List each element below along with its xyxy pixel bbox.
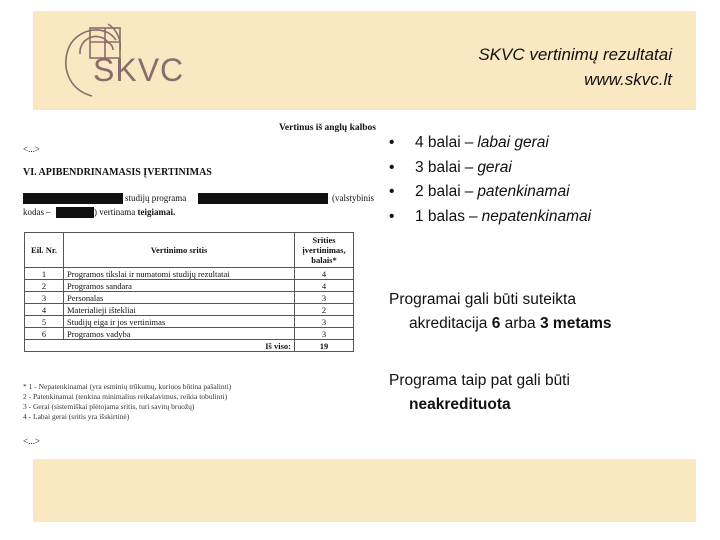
grade-num: 1 balas <box>415 207 465 225</box>
non-accreditation-paragraph <box>389 369 570 417</box>
table-total-row <box>25 340 354 352</box>
slide-title <box>478 42 672 92</box>
grade-desc: gerai <box>477 158 512 176</box>
redacted-block <box>23 193 123 204</box>
grade-dash: – <box>464 158 474 176</box>
title-line-1: SKVC vertinimų rezultatai <box>478 45 672 64</box>
accreditation-paragraph <box>389 288 612 336</box>
bullet-icon: • <box>389 158 395 176</box>
grade-dash: – <box>464 183 474 200</box>
doc-line1-text: studijų programa <box>125 193 187 203</box>
list-item <box>389 180 709 205</box>
grade-num: 2 balai <box>415 183 461 200</box>
total-label: Iš viso: <box>25 340 295 352</box>
table-row <box>25 304 354 316</box>
doc-section-title: VI. APIBENDRINAMASIS ĮVERTINIMAS <box>23 167 212 178</box>
doc-line2-mid <box>94 207 175 217</box>
redacted-block <box>198 193 328 204</box>
footer-band <box>33 459 696 522</box>
total-value: 19 <box>295 340 354 352</box>
row-score: 2 <box>295 304 354 316</box>
row-no: 1 <box>25 268 64 280</box>
bullet-icon: • <box>389 183 395 200</box>
col-header-score: Srities įvertinimas, balais* <box>295 233 354 268</box>
row-no: 4 <box>25 304 64 316</box>
para1-six: 6 <box>491 315 501 332</box>
row-area: Programos tikslai ir numatomi studijų rezultatai <box>64 268 295 280</box>
grade-desc: nepatenkinamai <box>481 207 592 225</box>
bullet-icon: • <box>389 134 395 151</box>
para2-line1: Programa taip pat gali būti <box>389 372 570 389</box>
row-no: 2 <box>25 280 64 292</box>
doc-translation-note: Vertinus iš anglų kalbos <box>278 123 376 133</box>
scale-notes <box>23 382 231 422</box>
logo-wordmark: SKVC <box>93 52 185 88</box>
doc-ellipsis-bottom: <...> <box>23 436 40 446</box>
doc-line1-end: (valstybinis <box>332 193 374 203</box>
row-score: 3 <box>295 316 354 328</box>
grade-desc: labai gerai <box>477 134 549 151</box>
table-row <box>25 316 354 328</box>
para1-line2 <box>389 312 612 336</box>
table-row <box>25 280 354 292</box>
doc-line2-mid-text: ) vertinama <box>94 207 136 217</box>
grade-dash: – <box>464 134 474 151</box>
row-no: 6 <box>25 328 64 340</box>
para2-line2 <box>389 393 570 417</box>
row-score: 3 <box>295 292 354 304</box>
evaluation-table <box>24 232 354 352</box>
col-header-no: Eil. Nr. <box>25 233 64 268</box>
evaluation-document-excerpt <box>20 120 382 462</box>
bullet-icon: • <box>389 207 395 225</box>
para1-or: arba <box>500 315 540 332</box>
list-item <box>389 131 709 156</box>
note-line: * 1 - Nepatenkinamai (yra esminių trūkumų, kuriuos būtina pašalinti) <box>23 382 232 391</box>
row-score: 4 <box>295 268 354 280</box>
table-row <box>25 292 354 304</box>
row-area: Studijų eiga ir jos vertinimas <box>64 316 295 328</box>
grade-num: 4 balai <box>415 134 461 151</box>
table-row <box>25 268 354 280</box>
grade-desc: patenkinamai <box>477 183 570 200</box>
row-area: Programos sandara <box>64 280 295 292</box>
grade-list <box>389 131 709 229</box>
row-area: Materialieji ištekliai <box>64 304 295 316</box>
grade-num: 3 balai <box>415 158 461 176</box>
para1-three-years: 3 metams <box>539 315 612 332</box>
col-header-area: Vertinimo sritis <box>64 233 295 268</box>
row-no: 5 <box>25 316 64 328</box>
note-line: 4 - Labai gerai (sritis yra išskirtinė) <box>23 412 130 421</box>
list-item <box>389 205 709 230</box>
doc-line2-bold: teigiamai. <box>137 207 176 217</box>
row-area: Programos vadyba <box>64 328 295 340</box>
row-score: 3 <box>295 328 354 340</box>
para2-bold: neakredituota <box>409 396 511 413</box>
grade-scale <box>389 131 709 229</box>
row-area: Personalas <box>64 292 295 304</box>
grade-dash: – <box>468 207 478 225</box>
title-url: www.skvc.lt <box>584 70 672 89</box>
para1-prefix: akreditacija <box>409 315 492 332</box>
row-no: 3 <box>25 292 64 304</box>
row-score: 4 <box>295 280 354 292</box>
note-line: 2 - Patenkinamai (tenkina minimalius reikalavimus, reikia tobulinti) <box>23 392 228 401</box>
redacted-block <box>56 207 94 218</box>
list-item <box>389 156 709 181</box>
note-line: 3 - Gerai (sistemiškai plėtojama sritis, turi savitų bruožų) <box>23 402 195 411</box>
table-header-row <box>25 233 354 268</box>
table-row <box>25 328 354 340</box>
doc-line2-start: kodas – <box>23 207 51 217</box>
doc-ellipsis-top: <...> <box>23 144 40 154</box>
para1-line1: Programai gali būti suteikta <box>389 291 576 308</box>
